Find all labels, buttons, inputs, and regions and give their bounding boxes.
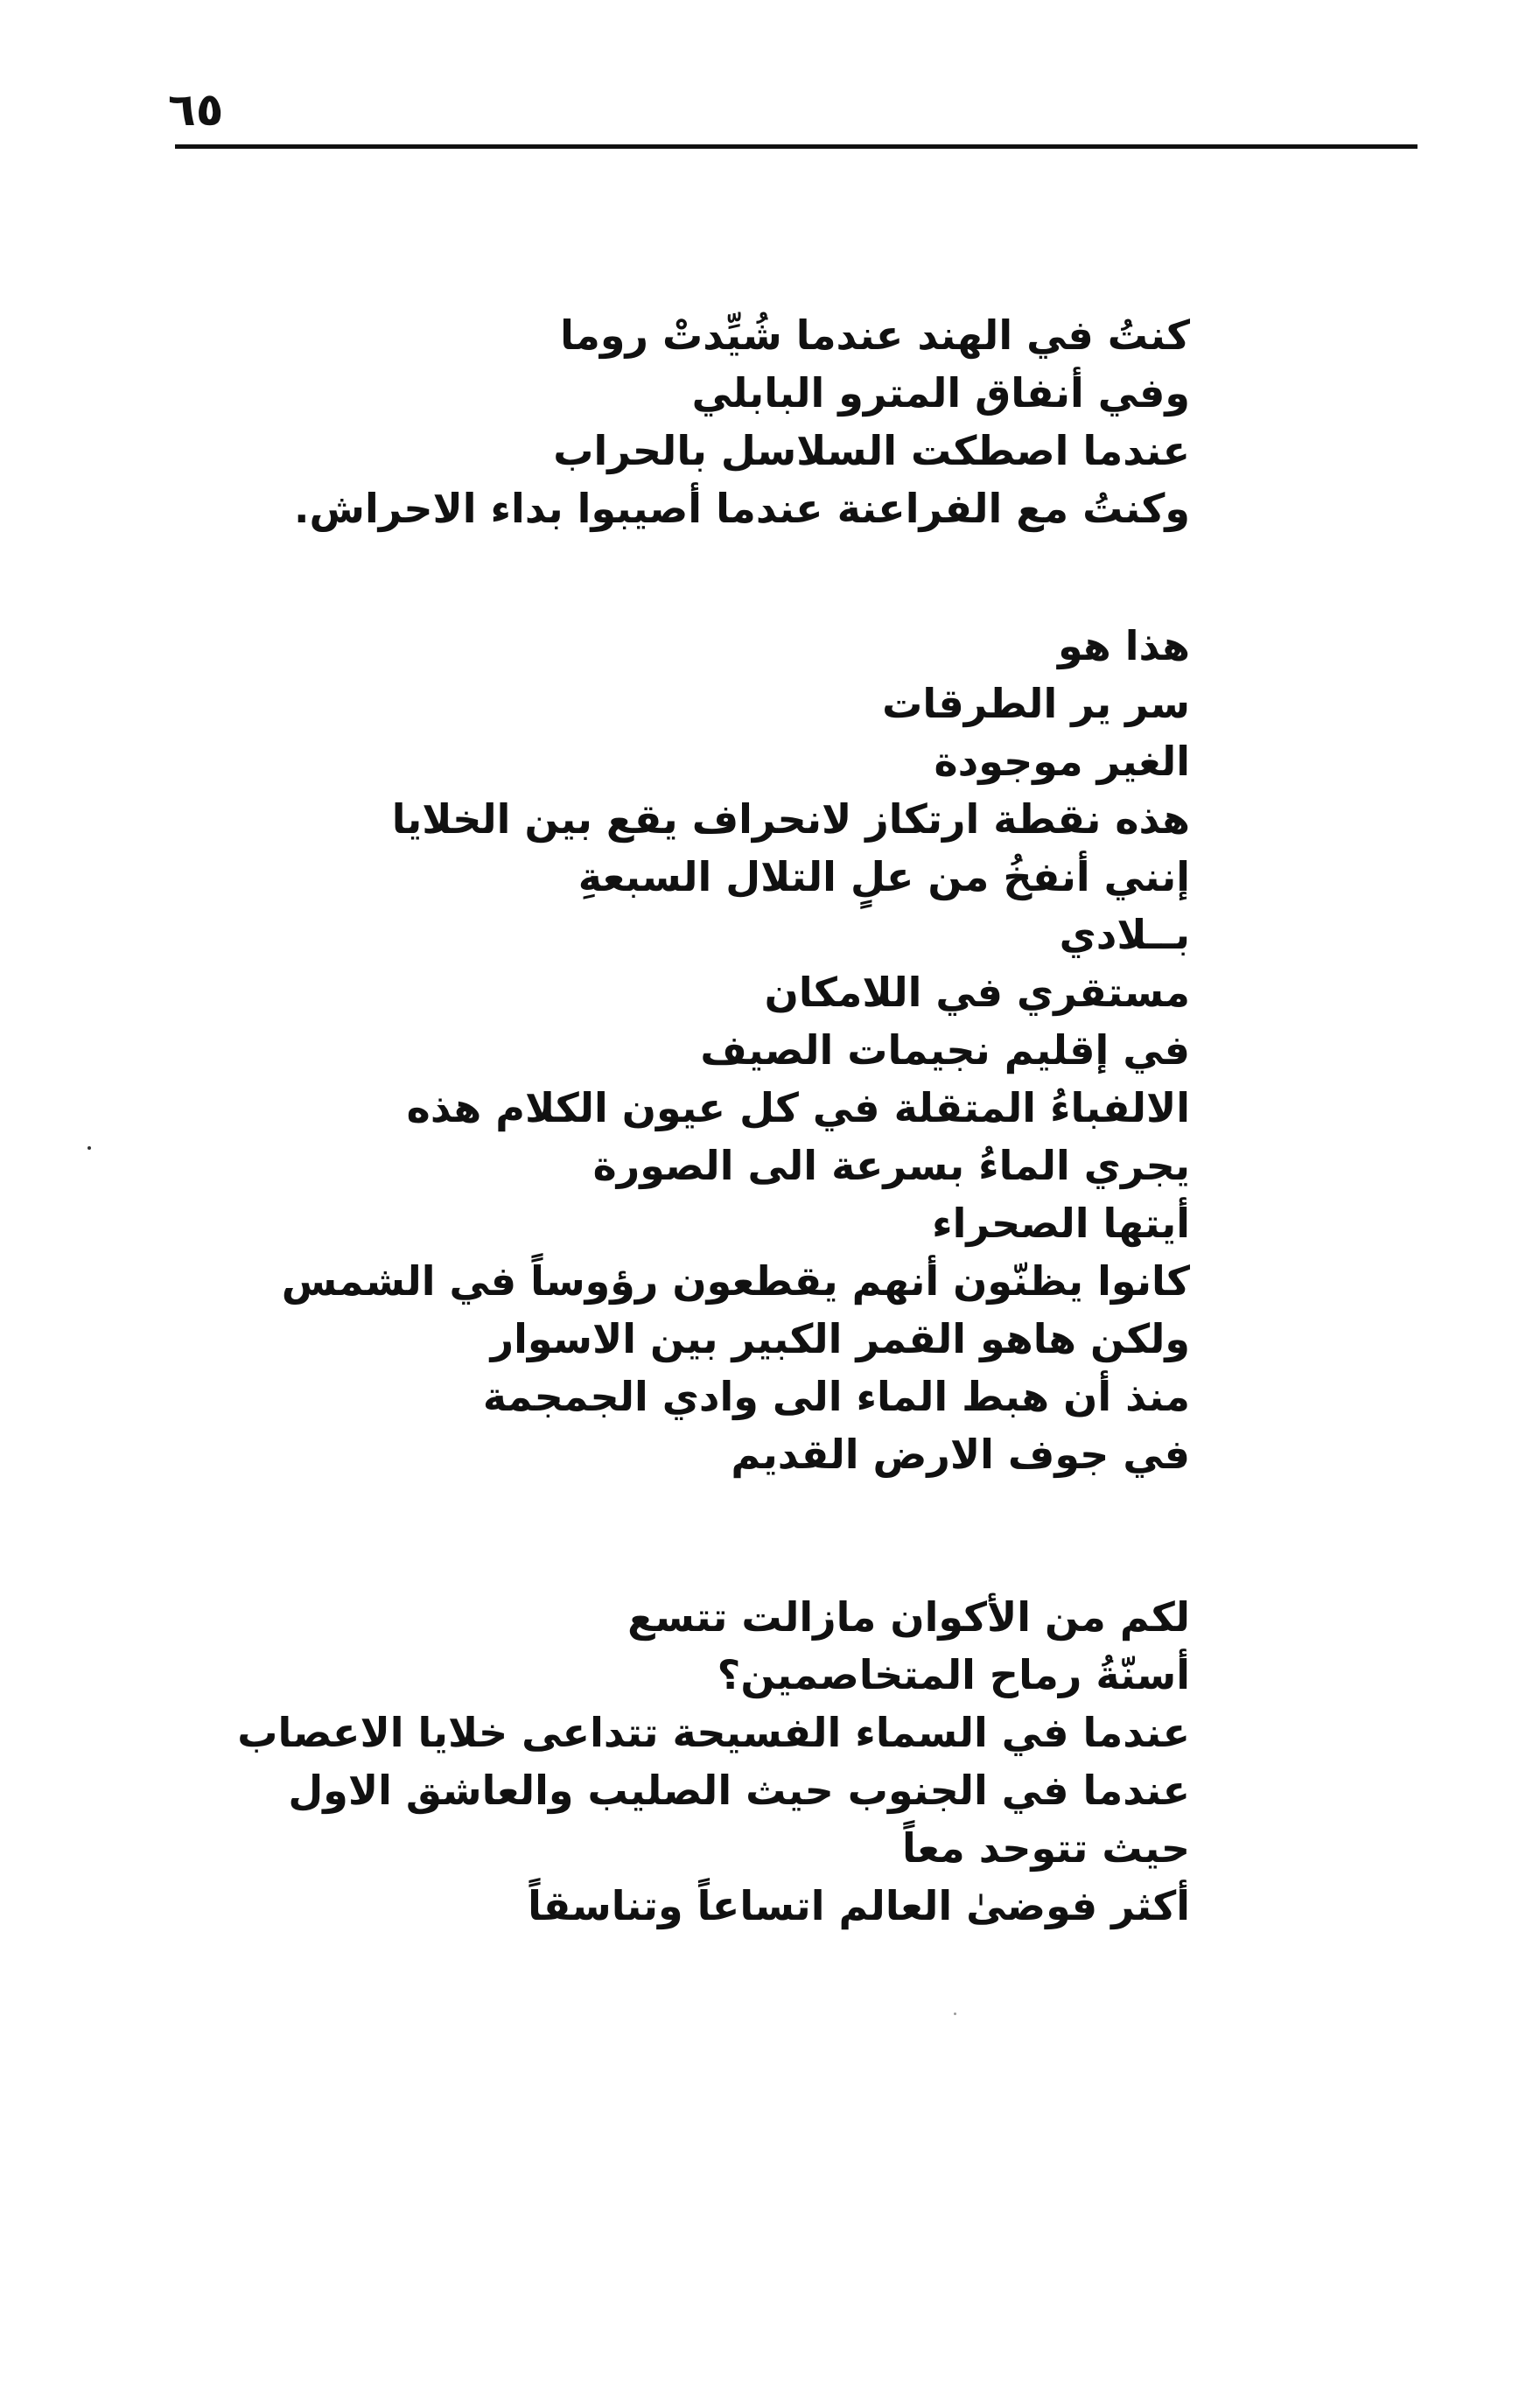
poem-line: ولكن هاهو القمر الكبير بين الاسوار <box>490 1315 1190 1362</box>
poem-line: وكنتُ مع الفراعنة عندما أصيبوا بداء الاحراش. <box>294 485 1190 532</box>
poem-line: عندما اصطكت السلاسل بالحراب <box>553 427 1190 474</box>
poem-line: أسنّةُ رماح المتخاصمين؟ <box>717 1651 1190 1698</box>
poem-line: لكم من الأكوان مازالت تتسع <box>627 1593 1190 1641</box>
poem-line: كانوا يظنّون أنهم يقطعون رؤوساً في الشمس <box>281 1257 1190 1305</box>
poem-line: عندما في السماء الفسيحة تتداعى خلايا الاعصاب <box>237 1709 1190 1756</box>
poem-line: بــلادي <box>1059 911 1190 958</box>
stanza-3 <box>237 1588 1190 1935</box>
poem-line: الالفباءُ المتقلة في كل عيون الكلام هذه <box>406 1084 1190 1131</box>
poem-line: وفي أنفاق المترو البابلي <box>691 369 1190 416</box>
poem-line: كنتُ في الهند عندما شُيِّدتْ روما <box>560 312 1190 359</box>
poem-line: سر ير الطرقات <box>882 680 1190 727</box>
poem-line: منذ أن هبط الماء الى وادي الجمجمة <box>482 1373 1190 1420</box>
poem-line: إنني أنفخُ من علٍ التلال السبعةِ <box>578 853 1190 900</box>
poem-line: هذه نقطة ارتكاز لانحراف يقع بين الخلايا <box>391 795 1190 843</box>
poem-line: هذا هو <box>1058 622 1190 669</box>
stanza-2 <box>282 617 1190 1483</box>
poem-line: مستقري في اللامكان <box>764 969 1190 1016</box>
poem-line: الغير موجودة <box>934 738 1190 785</box>
scan-speck <box>954 2012 956 2015</box>
poem-line: أكثر فوضىٰ العالم اتساعاً وتناسقاً <box>528 1882 1190 1929</box>
stanza-1 <box>294 306 1190 537</box>
poem-line: في إقليم نجيمات الصيف <box>700 1026 1190 1074</box>
poem-line: أيتها الصحراء <box>932 1200 1190 1247</box>
header-rule <box>175 144 1418 149</box>
poem-line: في جوف الارض القديم <box>731 1431 1190 1478</box>
poem-line: يجري الماءُ بسرعة الى الصورة <box>592 1142 1190 1189</box>
page-number: ٦٥ <box>168 84 224 136</box>
poem-line: عندما في الجنوب حيث الصليب والعاشق الاول <box>288 1767 1190 1814</box>
poem-line: حيث تتوحد معاً <box>902 1824 1190 1872</box>
scan-speck <box>88 1146 91 1150</box>
